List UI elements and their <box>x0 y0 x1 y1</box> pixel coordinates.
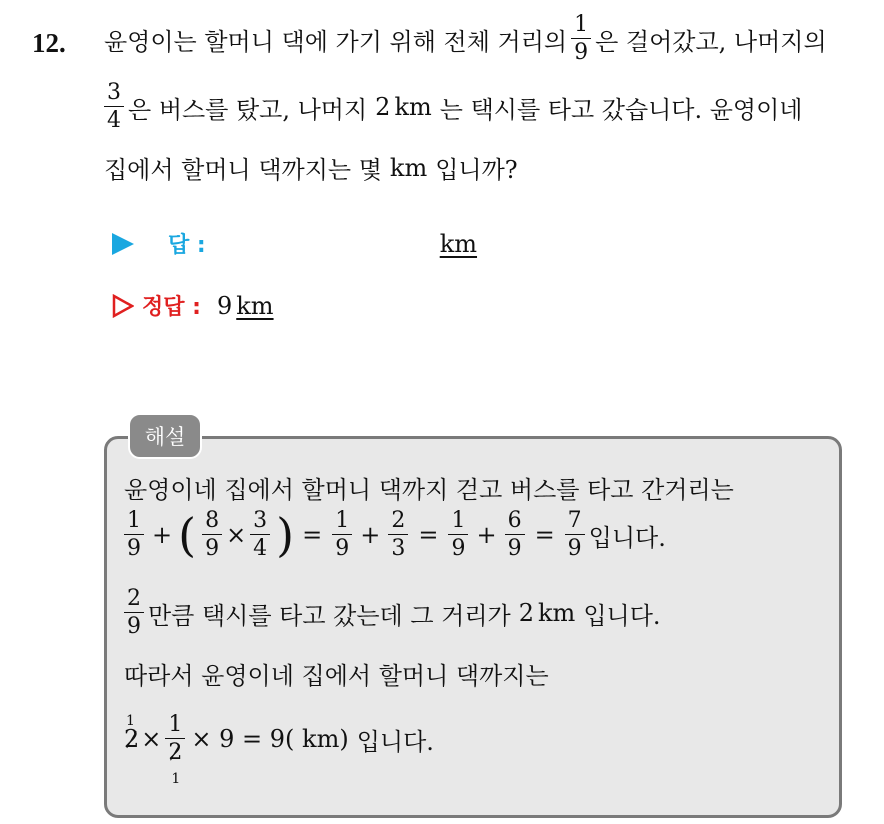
eq-frac-6: $\frac{1}{9}$ <box>448 510 468 560</box>
question-unit-km-2: km <box>389 153 428 182</box>
answer-row <box>112 228 477 259</box>
question-text-1a: 윤영이는 할머니 댁에 가기 위해 전체 거리의 <box>104 27 568 56</box>
eq-frac-2: $\frac{8}{9}$ <box>202 510 222 560</box>
question-unit-km: km <box>394 93 432 121</box>
correct-answer-triangle-icon <box>112 294 134 318</box>
correct-answer-row <box>112 290 274 321</box>
answer-unit[interactable]: km <box>439 229 478 258</box>
fraction-3-4: $\frac{3}{4}$ <box>104 82 124 132</box>
question-text-2a: 은 버스를 탔고, 나머지 <box>128 95 368 124</box>
question-text-3: 집에서 할머니 댁까지는 몇 <box>104 156 382 184</box>
eq-equals-1: = <box>302 521 323 549</box>
solution-frac-2-9: $\frac{2}{9}$ <box>124 588 144 638</box>
solution-text-1: 윤영이네 집에서 할머니 댁까지 걷고 버스를 타고 간거리는 <box>124 476 734 504</box>
solution-equation <box>124 510 666 560</box>
eq-times: × <box>226 521 247 549</box>
eq-frac-1: $\frac{1}{9}$ <box>124 510 144 560</box>
question-line-2 <box>104 82 803 132</box>
question-text-1b: 은 걸어갔고, 나머지의 <box>595 27 827 56</box>
question-line-1 <box>104 14 827 64</box>
answer-label: 답 : <box>168 233 206 258</box>
question-text-2b: 는 택시를 타고 갔습니다. 윤영이네 <box>439 95 803 124</box>
eq-frac-7: $\frac{6}{9}$ <box>505 510 525 560</box>
eq-frac-4: $\frac{1}{9}$ <box>332 510 352 560</box>
eq-paren-open: ( <box>178 508 197 562</box>
eq-paren-close: ) <box>276 508 295 562</box>
eq-equals-2: = <box>418 521 439 549</box>
solution-value-2: 2 <box>518 599 535 627</box>
solution-tag: 해설 <box>128 413 202 459</box>
eq-equals-3: = <box>534 521 555 549</box>
correct-answer-value: 9 <box>216 291 233 320</box>
times-1: × <box>141 725 162 753</box>
solution-text-3: 만큼 택시를 타고 갔는데 그 거리가 <box>148 601 511 630</box>
solution-line-1 <box>124 470 734 505</box>
solution-line-5 <box>124 712 434 787</box>
eq-tail: 입니다. <box>588 523 666 552</box>
correct-answer-label: 정답 : <box>142 295 201 320</box>
fraction-1-9: $\frac{1}{9}$ <box>571 14 591 64</box>
question-line-3 <box>104 150 518 185</box>
solution-line-3 <box>124 588 661 638</box>
eq-frac-5: $\frac{2}{3}$ <box>388 510 408 560</box>
correct-answer-unit: km <box>236 291 274 320</box>
answer-play-icon <box>112 233 134 255</box>
eq-plus-2: + <box>360 521 381 549</box>
eq-frac-8: $\frac{7}{9}$ <box>565 510 585 560</box>
solution-tail-5: 입니다. <box>356 727 434 756</box>
eq-plus-1: + <box>152 521 173 549</box>
question-text-3b: 입니까? <box>435 156 518 184</box>
solution-tail-3: 입니다. <box>583 601 661 630</box>
solution-line-4 <box>124 656 549 691</box>
cancel-fraction: 1 2 1 <box>165 714 185 764</box>
question-number: 12. <box>32 28 66 58</box>
eq-plus-3: + <box>476 521 497 549</box>
solution-unit-km: km <box>538 599 576 627</box>
cancel-2: 2 1 <box>124 713 140 753</box>
eq-frac-3: $\frac{3}{4}$ <box>250 510 270 560</box>
question-value-2km: 2 <box>375 93 391 121</box>
times-9-result: × 9 = 9( km) <box>191 725 349 753</box>
solution-text-4: 따라서 윤영이네 집에서 할머니 댁까지는 <box>124 662 549 690</box>
